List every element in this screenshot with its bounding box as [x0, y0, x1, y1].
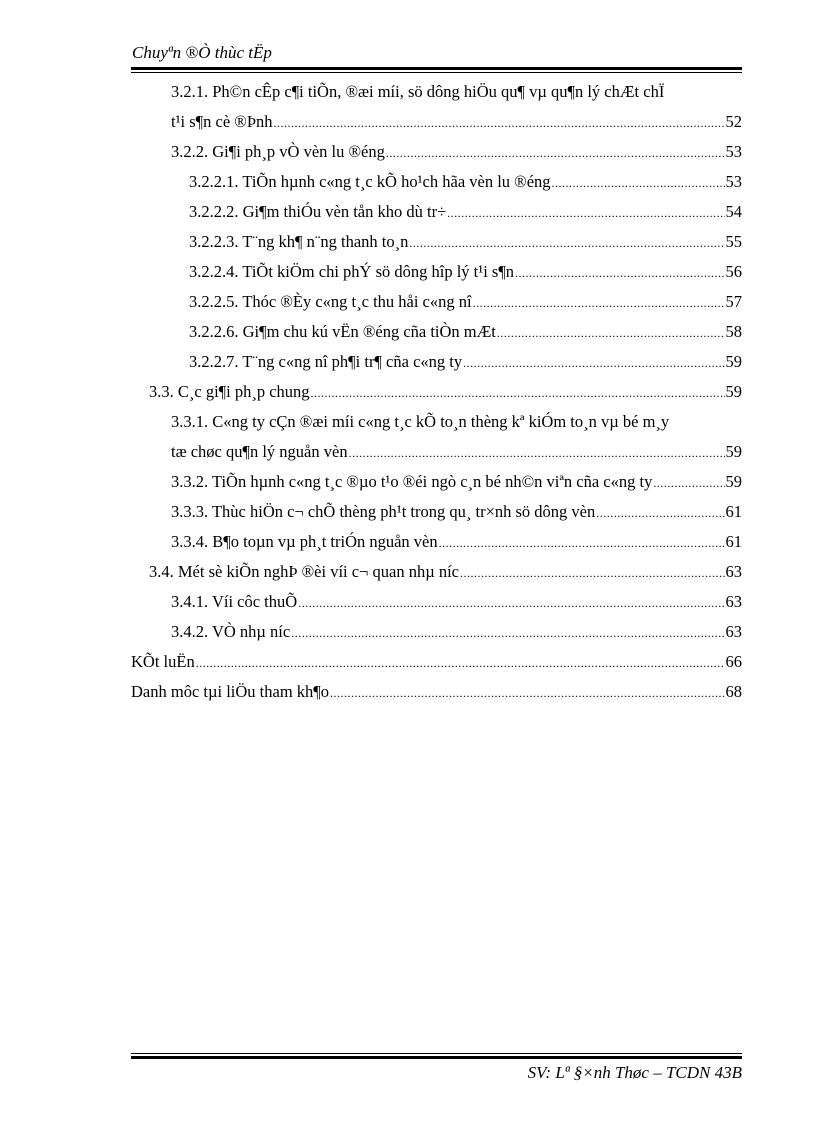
toc-entry-text: 3.2.2.7. T¨ng c«ng nî ph¶i tr¶ cña c«ng ty [189, 352, 463, 371]
toc-entry [131, 557, 742, 587]
toc-entry-line [131, 407, 742, 437]
toc-entry [131, 617, 742, 647]
toc-page-number: 58 [725, 322, 742, 341]
toc-page-number: 63 [725, 562, 742, 581]
toc-entry [131, 497, 742, 527]
toc-entry-text: Danh môc tµi liÖu tham kh¶o [131, 682, 329, 701]
header-rule-thick [131, 67, 742, 70]
toc-entry [131, 317, 742, 347]
table-of-contents [131, 77, 742, 707]
toc-dot-leader [473, 288, 725, 318]
toc-entry [131, 347, 742, 377]
toc-entry [131, 257, 742, 287]
toc-entry-text: 3.2.1. Ph©n cÊp c¶i tiÕn, ®æi míi, sö dông hiÖu qu¶ vµ qu¶n lý chÆt chÏ [171, 82, 665, 101]
toc-page-number: 59 [725, 472, 742, 491]
toc-entry [131, 437, 742, 467]
toc-dot-leader [274, 108, 725, 138]
toc-page-number: 59 [725, 442, 742, 461]
toc-page-number: 53 [725, 142, 742, 161]
toc-entry-text: KÕt luËn [131, 652, 195, 671]
toc-entry [131, 167, 742, 197]
toc-page-number: 68 [725, 682, 742, 701]
toc-entry-text: 3.3. C¸c gi¶i ph¸p chung [149, 382, 310, 401]
toc-dot-leader [497, 318, 725, 348]
toc-dot-leader [653, 468, 724, 498]
toc-page-number: 52 [725, 112, 742, 131]
toc-entry [131, 587, 742, 617]
toc-dot-leader [409, 228, 724, 258]
toc-entry-text: 3.2.2.2. Gi¶m thiÓu vèn tån kho dù tr÷ [189, 202, 447, 221]
toc-entry-text: 3.4.2. VÒ nhµ níc [171, 622, 291, 641]
toc-entry [131, 527, 742, 557]
toc-page-number: 61 [725, 532, 742, 551]
toc-dot-leader [330, 678, 725, 708]
toc-page-number: 66 [725, 652, 742, 671]
toc-entry-text: 3.2.2.3. T¨ng kh¶ n¨ng thanh to¸n [189, 232, 409, 251]
toc-entry-text: 3.3.1. C«ng ty cÇn ®æi míi c«ng t¸c kÕ to¸n thèng kª kiÓm to¸n vµ bé m¸y [171, 412, 670, 431]
toc-dot-leader [439, 528, 725, 558]
toc-entry [131, 647, 742, 677]
footer-author: SV: Lª §×nh Thøc – TCDN 43B [527, 1063, 742, 1082]
toc-entry [131, 467, 742, 497]
toc-entry-text: 3.4. Mét sè kiÕn nghÞ ®èi víi c¬ quan nhµ níc [149, 562, 459, 581]
toc-page-number: 59 [725, 352, 742, 371]
toc-entry-text: 3.2.2.5. Thóc ®Èy c«ng t¸c thu håi c«ng nî [189, 292, 472, 311]
toc-entry [131, 137, 742, 167]
toc-entry-text: 3.2.2.1. TiÕn hµnh c«ng t¸c kÕ ho¹ch hãa vèn lu ®éng [189, 172, 551, 191]
toc-entry [131, 677, 742, 707]
toc-dot-leader [349, 438, 725, 468]
toc-entry-text-continued: tæ chøc qu¶n lý nguån vèn [171, 442, 348, 461]
toc-entry-text: 3.3.2. TiÕn hµnh c«ng t¸c ®µo t¹o ®éi ngò c¸n bé nh©n viªn cña c«ng ty [171, 472, 653, 491]
toc-dot-leader [311, 378, 725, 408]
page-header-title: Chuyªn ®Ò thùc tËp [132, 43, 272, 62]
toc-dot-leader [447, 198, 724, 228]
toc-dot-leader [552, 168, 725, 198]
toc-entry [131, 197, 742, 227]
toc-entry-text-continued: t¹i s¶n cè ®Þnh [171, 112, 273, 131]
toc-page-number: 53 [725, 172, 742, 191]
toc-entry-text: 3.3.3. Thùc hiÖn c¬ chÕ thèng ph¹t trong qu¸ tr×nh sö dông vèn [171, 502, 596, 521]
toc-dot-leader [515, 258, 724, 288]
toc-page-number: 63 [725, 622, 742, 641]
footer-rule-thick [131, 1056, 742, 1059]
toc-page-number: 63 [725, 592, 742, 611]
toc-dot-leader [386, 138, 725, 168]
toc-page-number: 61 [725, 502, 742, 521]
toc-dot-leader [460, 558, 725, 588]
header-rule-thin [131, 72, 742, 73]
toc-page-number: 54 [725, 202, 742, 221]
toc-page-number: 57 [725, 292, 742, 311]
toc-page-number: 55 [725, 232, 742, 251]
toc-entry-text: 3.3.4. B¶o toµn vµ ph¸t triÓn nguån vèn [171, 532, 438, 551]
toc-entry [131, 377, 742, 407]
toc-dot-leader [596, 498, 724, 528]
toc-dot-leader [463, 348, 724, 378]
toc-dot-leader [298, 588, 724, 618]
toc-entry-text: 3.2.2. Gi¶i ph¸p vÒ vèn lu ®éng [171, 142, 385, 161]
toc-entry-text: 3.2.2.6. Gi¶m chu kú vËn ®éng cña tiÒn mÆt [189, 322, 496, 341]
footer-rule-thin [131, 1053, 742, 1054]
toc-dot-leader [291, 618, 724, 648]
toc-entry [131, 107, 742, 137]
toc-entry-line [131, 77, 742, 107]
toc-entry-text: 3.4.1. Víi côc thuÕ [171, 592, 298, 611]
toc-entry [131, 227, 742, 257]
toc-page-number: 59 [725, 382, 742, 401]
toc-page-number: 56 [725, 262, 742, 281]
toc-entry [131, 287, 742, 317]
toc-dot-leader [196, 648, 725, 678]
toc-entry-text: 3.2.2.4. TiÕt kiÖm chi phÝ sö dông hîp lý t¹i s¶n [189, 262, 515, 281]
